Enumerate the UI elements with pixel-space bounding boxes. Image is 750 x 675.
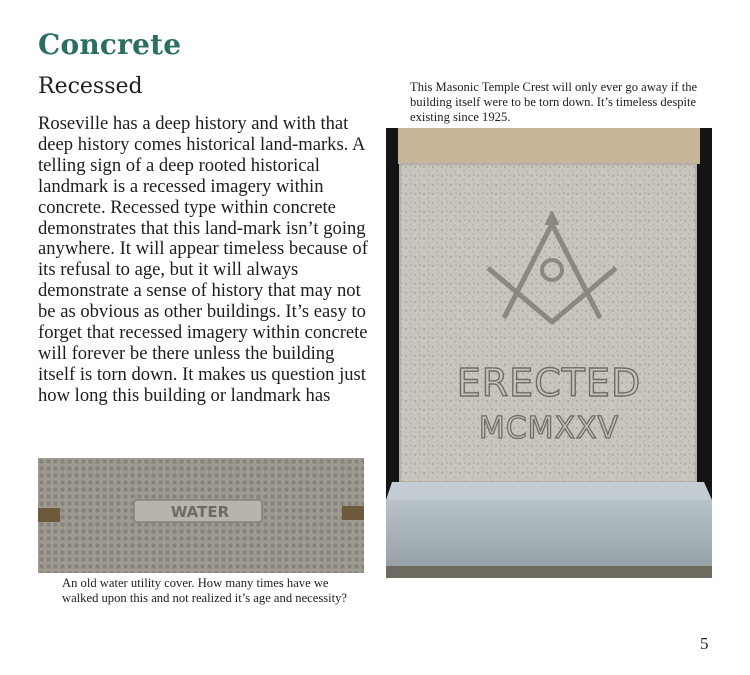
subheading: Recessed [38,74,143,99]
body-paragraph: Roseville has a deep history and with that deep history comes historical land-marks. A telling sign of a deep rooted historical landmark is a recessed imagery within concrete. Recessed type within concrete demonstrates that this land-mark isn’t going anywhere. It will appear timeless because of its refusal to age, but it will always demonstrate a sense of history that may not be as obvious as other buildings. It’s easy to forget that recessed imagery within concrete will forever be there unless the building itself is torn down. It makes us question just how long this building or landmark has [38,114,368,406]
section-title: Concrete [38,28,182,61]
page-number: 5 [700,634,709,653]
engraving-erected: ERECTED [456,361,642,405]
engraving-year: MCMXXV [478,411,620,446]
water-photo-caption: An old water utility cover. How many times have we walked upon this and not realized it’s age and necessity? [62,576,348,606]
water-plate-text: WATER [170,503,230,521]
water-cover-photo [38,458,364,573]
masonic-temple-photo [386,128,712,578]
temple-photo-caption: This Masonic Temple Crest will only ever go away if the building itself were to be torn down. It’s timeless despite existing since 1925. [410,80,698,125]
